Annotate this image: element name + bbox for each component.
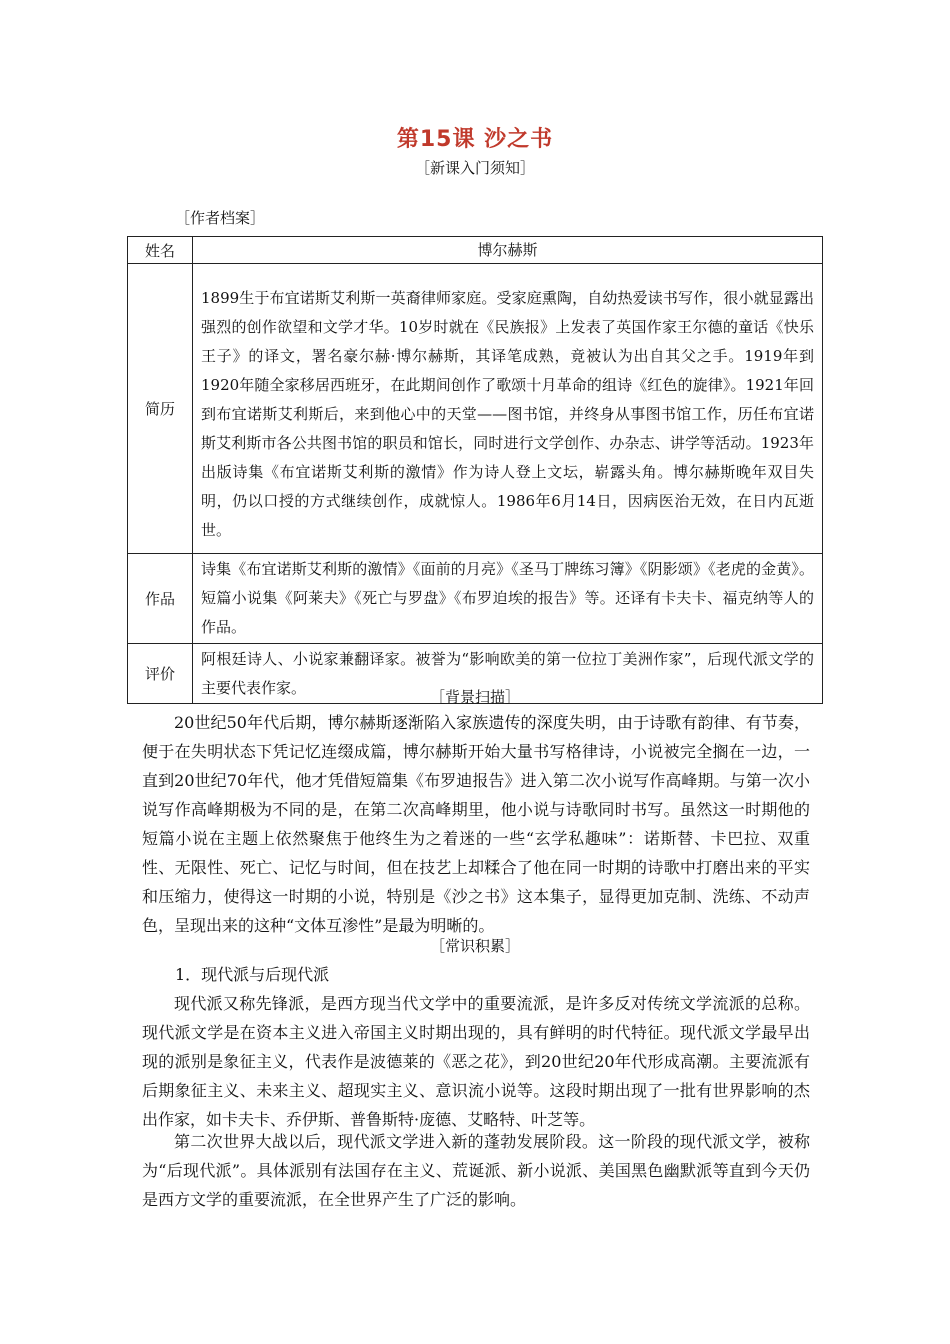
row-key-works: 作品 — [128, 554, 193, 644]
lesson-title: 第15课 沙之书 — [396, 127, 554, 152]
row-key-bio: 简历 — [128, 264, 193, 554]
row-value-name: 博尔赫斯 — [193, 237, 823, 264]
table-row — [128, 264, 823, 554]
row-key-evaluation: 评价 — [128, 644, 193, 704]
lesson-subtitle: ［新课入门须知］ — [414, 159, 535, 177]
row-key-name: 姓名 — [128, 237, 193, 264]
background-paragraph: 20世纪50年代后期，博尔赫斯逐渐陷入家族遗传的深度失明，由于诗歌有韵律、有节奏，便于在失明状态下凭记忆连缀成篇，博尔赫斯开始大量书写格律诗，小说被完全搁在一边，一直到20世纪70年代，他才凭借短篇集《布罗迪报告》进入第二次小说写作高峰期。与第一次小说写作高峰期极为不同的是，在第二次高峰期里，他小说与诗歌同时书写。虽然这一时期他的短篇小说在主题上依然聚焦于他终生为之着迷的一些“玄学私趣味”：诺斯替、卡巴拉、双重性、无限性、死亡、记忆与时间，但在技艺上却糅合了他在同一时期的诗歌中打磨出来的平实和压缩力，使得这一时期的小说，特别是《沙之书》这本集子，显得更加克制、洗练、不动声色，呈现出来的这种“文体互渗性”是最为明晰的。 — [142, 713, 810, 935]
knowledge-item-title: 1．现代派与后现代派 — [175, 965, 330, 984]
knowledge-paragraph-2: 第二次世界大战以后，现代派文学进入新的蓬勃发展阶段。这一阶段的现代派文学，被称为“后现代派”。具体派别有法国存在主义、荒诞派、新小说派、美国黑色幽默派等直到今天仍是西方文学的重要流派，在全世界产生了广泛的影响。 — [142, 1132, 810, 1209]
row-value-evaluation: 阿根廷诗人、小说家兼翻译家。被誉为“影响欧美的第一位拉丁美洲作家”，后现代派文学的主要代表作家。 — [193, 644, 823, 704]
table-row — [128, 237, 823, 264]
row-value-works: 诗集《布宜诺斯艾利斯的激情》《面前的月亮》《圣马丁牌练习簿》《阴影颂》《老虎的金黄》。短篇小说集《阿莱夫》《死亡与罗盘》《布罗迫埃的报告》等。还译有卡夫卡、福克纳等人的作品。 — [193, 554, 823, 644]
knowledge-paragraph-1: 现代派又称先锋派，是西方现当代文学中的重要流派，是许多反对传统文学流派的总称。现代派文学是在资本主义进入帝国主义时期出现的，具有鲜明的时代特征。现代派文学最早出现的派别是象征主义，代表作是波德莱的《恶之花》，到20世纪20年代形成高潮。主要流派有后期象征主义、未来主义、超现实主义、意识流小说等。这段时期出现了一批有世界影响的杰出作家，如卡夫卡、乔伊斯、普鲁斯特·庞德、艾略特、叶芝等。 — [142, 994, 810, 1129]
author-profile-table — [127, 236, 823, 704]
table-row — [128, 554, 823, 644]
knowledge-section-label: ［常识积累］ — [429, 937, 520, 955]
author-section-label: ［作者档案］ — [175, 209, 266, 227]
row-value-bio: 1899生于布宜诺斯艾利斯一英裔律师家庭。受家庭熏陶，自幼热爱读书写作，很小就显露出强烈的创作欲望和文学才华。10岁时就在《民族报》上发表了英国作家王尔德的童话《快乐王子》的译文，署名豪尔赫·博尔赫斯，其译笔成熟，竟被认为出自其父之手。1919年到1920年随全家移居西班牙，在此期间创作了歌颂十月革命的组诗《红色的旋律》。1921年回到布宜诺斯艾利斯后，来到他心中的天堂——图书馆，并终身从事图书馆工作，历任布宜诺斯艾利斯市各公共图书馆的职员和馆长，同时进行文学创作、办杂志、讲学等活动。1923年出版诗集《布宜诺斯艾利斯的激情》作为诗人登上文坛，崭露头角。博尔赫斯晚年双目失明，仍以口授的方式继续创作，成就惊人。1986年6月14日，因病医治无效，在日内瓦逝世。 — [193, 264, 823, 554]
background-section-label: ［背景扫描］ — [429, 688, 520, 706]
